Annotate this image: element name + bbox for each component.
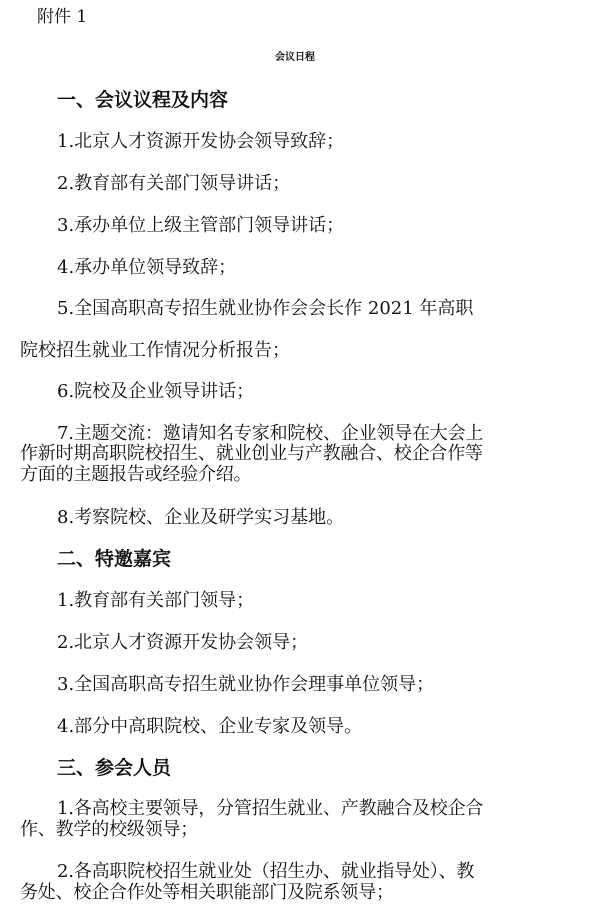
participant-item-1-continued: 作、教学的校级领导； xyxy=(20,819,198,840)
attachment-label: 附件 1 xyxy=(37,7,88,27)
agenda-item-1: 1.北京人才资源开发协会领导致辞； xyxy=(57,131,345,152)
guest-item-2: 2.北京人才资源开发协会领导； xyxy=(57,632,309,653)
page-title: 会议日程 xyxy=(275,52,315,63)
agenda-item-6: 6.院校及企业领导讲话； xyxy=(57,381,255,402)
participant-item-2-continued: 务处、校企合作处等相关职能部门及院系领导； xyxy=(20,882,394,903)
guest-item-1: 1.教育部有关部门领导； xyxy=(57,590,255,611)
agenda-item-2: 2.教育部有关部门领导讲话； xyxy=(57,173,291,194)
section-heading-participants: 三、参会人员 xyxy=(57,757,172,779)
agenda-item-7: 7.主题交流：邀请知名专家和院校、企业领导在大会上 xyxy=(57,423,484,444)
agenda-item-7-continued-2: 方面的主题报告或经验介绍。 xyxy=(20,464,252,485)
guest-item-4: 4.部分中高职院校、企业专家及领导。 xyxy=(57,716,363,737)
participant-item-2: 2.各高职院校招生就业处（招生办、就业指导处）、教 xyxy=(57,861,475,882)
agenda-item-5-continued: 院校招生就业工作情况分析报告； xyxy=(20,340,290,361)
agenda-item-7-continued-1: 作新时期高职院校招生、就业创业与产教融合、校企合作等 xyxy=(20,443,483,464)
agenda-item-8: 8.考察院校、企业及研学实习基地。 xyxy=(57,507,345,528)
section-heading-guests: 二、特邀嘉宾 xyxy=(57,548,172,570)
agenda-item-3: 3.承办单位上级主管部门领导讲话； xyxy=(57,215,345,236)
participant-item-1: 1.各高校主要领导，分管招生就业、产教融合及校企合 xyxy=(57,798,484,819)
agenda-item-4: 4.承办单位领导致辞； xyxy=(57,257,237,278)
section-heading-agenda: 一、会议议程及内容 xyxy=(57,89,229,111)
agenda-item-5: 5.全国高职高专招生就业协作会会长作 2021 年高职 xyxy=(57,298,474,319)
guest-item-3: 3.全国高职高专招生就业协作会理事单位领导； xyxy=(57,674,435,695)
